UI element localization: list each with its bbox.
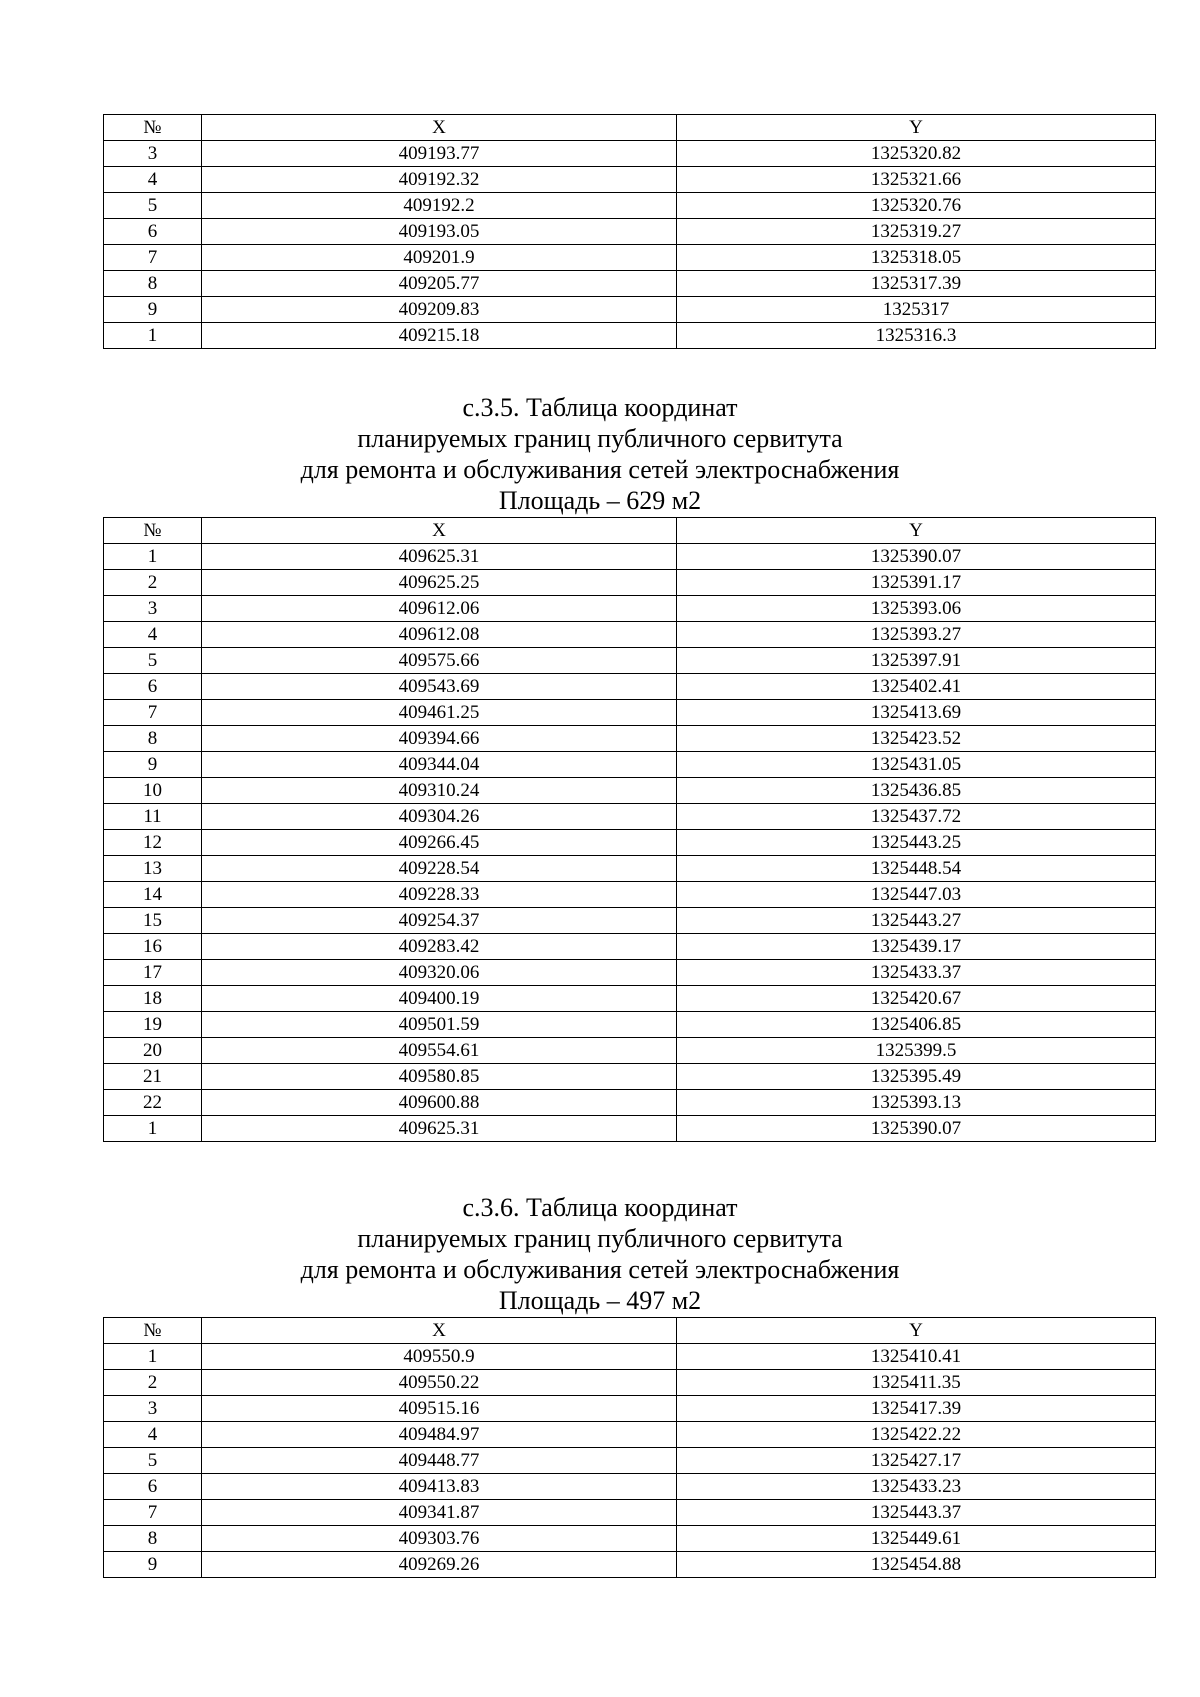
cell-point-number: 2 xyxy=(104,570,202,596)
column-header-x: X xyxy=(202,1318,677,1344)
cell-x-coordinate: 409575.66 xyxy=(202,648,677,674)
table-row xyxy=(104,1370,1156,1396)
caption-purpose: для ремонта и обслуживания сетей электроснабжения xyxy=(300,455,900,484)
cell-y-coordinate: 1325393.27 xyxy=(677,622,1156,648)
table-header-row xyxy=(104,518,1156,544)
cell-point-number: 21 xyxy=(104,1064,202,1090)
column-header-number: № xyxy=(104,1318,202,1344)
cell-point-number: 4 xyxy=(104,622,202,648)
table-row xyxy=(104,271,1156,297)
cell-point-number: 3 xyxy=(104,141,202,167)
table-row xyxy=(104,1038,1156,1064)
cell-y-coordinate: 1325433.37 xyxy=(677,960,1156,986)
cell-point-number: 8 xyxy=(104,726,202,752)
table-row xyxy=(104,1552,1156,1578)
table-row xyxy=(104,778,1156,804)
cell-y-coordinate: 1325422.22 xyxy=(677,1422,1156,1448)
caption-subtitle: планируемых границ публичного сервитута xyxy=(357,1224,843,1253)
cell-y-coordinate: 1325423.52 xyxy=(677,726,1156,752)
cell-x-coordinate: 409625.31 xyxy=(202,1116,677,1142)
cell-point-number: 3 xyxy=(104,596,202,622)
cell-point-number: 8 xyxy=(104,271,202,297)
cell-point-number: 9 xyxy=(104,752,202,778)
cell-x-coordinate: 409448.77 xyxy=(202,1448,677,1474)
table-row xyxy=(104,1064,1156,1090)
cell-x-coordinate: 409228.54 xyxy=(202,856,677,882)
cell-y-coordinate: 1325411.35 xyxy=(677,1370,1156,1396)
cell-point-number: 4 xyxy=(104,167,202,193)
cell-point-number: 12 xyxy=(104,830,202,856)
cell-x-coordinate: 409209.83 xyxy=(202,297,677,323)
column-header-y: Y xyxy=(677,518,1156,544)
cell-point-number: 14 xyxy=(104,882,202,908)
table-row xyxy=(104,622,1156,648)
table-row xyxy=(104,674,1156,700)
cell-point-number: 6 xyxy=(104,219,202,245)
cell-point-number: 10 xyxy=(104,778,202,804)
cell-y-coordinate: 1325406.85 xyxy=(677,1012,1156,1038)
cell-point-number: 8 xyxy=(104,1526,202,1552)
table-row xyxy=(104,570,1156,596)
table-row xyxy=(104,1090,1156,1116)
table-body xyxy=(104,141,1156,349)
table-caption-3-6 xyxy=(0,1192,1200,1316)
coordinates-table-continued xyxy=(103,114,1156,349)
cell-x-coordinate: 409625.25 xyxy=(202,570,677,596)
cell-y-coordinate: 1325390.07 xyxy=(677,1116,1156,1142)
cell-y-coordinate: 1325402.41 xyxy=(677,674,1156,700)
cell-point-number: 5 xyxy=(104,648,202,674)
cell-y-coordinate: 1325431.05 xyxy=(677,752,1156,778)
table-row xyxy=(104,700,1156,726)
cell-y-coordinate: 1325317 xyxy=(677,297,1156,323)
cell-x-coordinate: 409303.76 xyxy=(202,1526,677,1552)
table-caption-3-5 xyxy=(0,392,1200,516)
cell-y-coordinate: 1325413.69 xyxy=(677,700,1156,726)
cell-x-coordinate: 409192.32 xyxy=(202,167,677,193)
cell-x-coordinate: 409283.42 xyxy=(202,934,677,960)
cell-y-coordinate: 1325449.61 xyxy=(677,1526,1156,1552)
cell-y-coordinate: 1325395.49 xyxy=(677,1064,1156,1090)
cell-y-coordinate: 1325417.39 xyxy=(677,1396,1156,1422)
cell-point-number: 6 xyxy=(104,1474,202,1500)
caption-title: с.3.6. Таблица координат xyxy=(462,1193,738,1222)
cell-x-coordinate: 409320.06 xyxy=(202,960,677,986)
cell-y-coordinate: 1325316.3 xyxy=(677,323,1156,349)
cell-y-coordinate: 1325443.27 xyxy=(677,908,1156,934)
caption-area: Площадь – 629 м2 xyxy=(498,486,702,515)
table-row xyxy=(104,1500,1156,1526)
cell-y-coordinate: 1325318.05 xyxy=(677,245,1156,271)
cell-y-coordinate: 1325437.72 xyxy=(677,804,1156,830)
table-row xyxy=(104,960,1156,986)
cell-x-coordinate: 409304.26 xyxy=(202,804,677,830)
cell-x-coordinate: 409612.06 xyxy=(202,596,677,622)
table-row xyxy=(104,882,1156,908)
column-header-number: № xyxy=(104,115,202,141)
caption-subtitle: планируемых границ публичного сервитута xyxy=(357,424,843,453)
cell-x-coordinate: 409484.97 xyxy=(202,1422,677,1448)
cell-point-number: 5 xyxy=(104,193,202,219)
caption-area: Площадь – 497 м2 xyxy=(498,1286,702,1315)
table-row xyxy=(104,830,1156,856)
cell-y-coordinate: 1325317.39 xyxy=(677,271,1156,297)
table-row xyxy=(104,1012,1156,1038)
table-row xyxy=(104,986,1156,1012)
table-row xyxy=(104,1448,1156,1474)
table-row xyxy=(104,1116,1156,1142)
cell-y-coordinate: 1325447.03 xyxy=(677,882,1156,908)
cell-y-coordinate: 1325410.41 xyxy=(677,1344,1156,1370)
cell-x-coordinate: 409254.37 xyxy=(202,908,677,934)
table-row xyxy=(104,297,1156,323)
table-row xyxy=(104,648,1156,674)
cell-y-coordinate: 1325433.23 xyxy=(677,1474,1156,1500)
cell-y-coordinate: 1325319.27 xyxy=(677,219,1156,245)
cell-point-number: 22 xyxy=(104,1090,202,1116)
table-row xyxy=(104,141,1156,167)
caption-purpose: для ремонта и обслуживания сетей электроснабжения xyxy=(300,1255,900,1284)
cell-x-coordinate: 409625.31 xyxy=(202,544,677,570)
table-row xyxy=(104,1474,1156,1500)
cell-x-coordinate: 409612.08 xyxy=(202,622,677,648)
table-row xyxy=(104,856,1156,882)
cell-y-coordinate: 1325320.76 xyxy=(677,193,1156,219)
column-header-y: Y xyxy=(677,115,1156,141)
cell-y-coordinate: 1325454.88 xyxy=(677,1552,1156,1578)
cell-x-coordinate: 409341.87 xyxy=(202,1500,677,1526)
cell-x-coordinate: 409554.61 xyxy=(202,1038,677,1064)
cell-x-coordinate: 409201.9 xyxy=(202,245,677,271)
cell-point-number: 7 xyxy=(104,1500,202,1526)
cell-y-coordinate: 1325443.37 xyxy=(677,1500,1156,1526)
column-header-x: X xyxy=(202,518,677,544)
cell-y-coordinate: 1325427.17 xyxy=(677,1448,1156,1474)
table-row xyxy=(104,544,1156,570)
cell-point-number: 4 xyxy=(104,1422,202,1448)
table-row xyxy=(104,219,1156,245)
cell-point-number: 2 xyxy=(104,1370,202,1396)
cell-x-coordinate: 409600.88 xyxy=(202,1090,677,1116)
cell-point-number: 1 xyxy=(104,1344,202,1370)
table-header-row xyxy=(104,115,1156,141)
cell-point-number: 13 xyxy=(104,856,202,882)
table-body xyxy=(104,1344,1156,1578)
cell-y-coordinate: 1325393.06 xyxy=(677,596,1156,622)
table-row xyxy=(104,245,1156,271)
cell-x-coordinate: 409515.16 xyxy=(202,1396,677,1422)
cell-point-number: 7 xyxy=(104,700,202,726)
cell-x-coordinate: 409215.18 xyxy=(202,323,677,349)
cell-x-coordinate: 409550.9 xyxy=(202,1344,677,1370)
table-row xyxy=(104,726,1156,752)
cell-point-number: 9 xyxy=(104,297,202,323)
cell-x-coordinate: 409501.59 xyxy=(202,1012,677,1038)
cell-point-number: 20 xyxy=(104,1038,202,1064)
column-header-y: Y xyxy=(677,1318,1156,1344)
cell-x-coordinate: 409394.66 xyxy=(202,726,677,752)
cell-x-coordinate: 409543.69 xyxy=(202,674,677,700)
cell-y-coordinate: 1325436.85 xyxy=(677,778,1156,804)
cell-x-coordinate: 409461.25 xyxy=(202,700,677,726)
cell-point-number: 3 xyxy=(104,1396,202,1422)
cell-y-coordinate: 1325448.54 xyxy=(677,856,1156,882)
cell-x-coordinate: 409192.2 xyxy=(202,193,677,219)
cell-y-coordinate: 1325393.13 xyxy=(677,1090,1156,1116)
table-row xyxy=(104,908,1156,934)
cell-y-coordinate: 1325391.17 xyxy=(677,570,1156,596)
column-header-x: X xyxy=(202,115,677,141)
cell-y-coordinate: 1325399.5 xyxy=(677,1038,1156,1064)
cell-x-coordinate: 409228.33 xyxy=(202,882,677,908)
cell-point-number: 18 xyxy=(104,986,202,1012)
caption-title: с.3.5. Таблица координат xyxy=(462,393,738,422)
cell-y-coordinate: 1325321.66 xyxy=(677,167,1156,193)
cell-y-coordinate: 1325443.25 xyxy=(677,830,1156,856)
cell-x-coordinate: 409344.04 xyxy=(202,752,677,778)
cell-point-number: 15 xyxy=(104,908,202,934)
cell-point-number: 1 xyxy=(104,1116,202,1142)
cell-y-coordinate: 1325420.67 xyxy=(677,986,1156,1012)
cell-x-coordinate: 409193.05 xyxy=(202,219,677,245)
cell-point-number: 1 xyxy=(104,544,202,570)
coordinates-table-3-6 xyxy=(103,1317,1156,1578)
cell-point-number: 6 xyxy=(104,674,202,700)
table-row xyxy=(104,1344,1156,1370)
cell-point-number: 16 xyxy=(104,934,202,960)
table-row xyxy=(104,193,1156,219)
table-header-row xyxy=(104,1318,1156,1344)
cell-point-number: 1 xyxy=(104,323,202,349)
cell-x-coordinate: 409193.77 xyxy=(202,141,677,167)
cell-y-coordinate: 1325397.91 xyxy=(677,648,1156,674)
table-row xyxy=(104,1396,1156,1422)
table-row xyxy=(104,323,1156,349)
table-row xyxy=(104,804,1156,830)
table-row xyxy=(104,596,1156,622)
cell-point-number: 7 xyxy=(104,245,202,271)
coordinates-table-3-5 xyxy=(103,517,1156,1142)
cell-x-coordinate: 409266.45 xyxy=(202,830,677,856)
cell-x-coordinate: 409413.83 xyxy=(202,1474,677,1500)
table-body xyxy=(104,544,1156,1142)
cell-x-coordinate: 409400.19 xyxy=(202,986,677,1012)
table-row xyxy=(104,752,1156,778)
cell-x-coordinate: 409205.77 xyxy=(202,271,677,297)
cell-point-number: 11 xyxy=(104,804,202,830)
cell-y-coordinate: 1325390.07 xyxy=(677,544,1156,570)
cell-point-number: 19 xyxy=(104,1012,202,1038)
cell-y-coordinate: 1325320.82 xyxy=(677,141,1156,167)
table-row xyxy=(104,1526,1156,1552)
cell-x-coordinate: 409310.24 xyxy=(202,778,677,804)
cell-point-number: 17 xyxy=(104,960,202,986)
column-header-number: № xyxy=(104,518,202,544)
table-row xyxy=(104,1422,1156,1448)
cell-point-number: 5 xyxy=(104,1448,202,1474)
table-row xyxy=(104,167,1156,193)
cell-x-coordinate: 409269.26 xyxy=(202,1552,677,1578)
cell-point-number: 9 xyxy=(104,1552,202,1578)
cell-x-coordinate: 409550.22 xyxy=(202,1370,677,1396)
cell-x-coordinate: 409580.85 xyxy=(202,1064,677,1090)
cell-y-coordinate: 1325439.17 xyxy=(677,934,1156,960)
table-row xyxy=(104,934,1156,960)
